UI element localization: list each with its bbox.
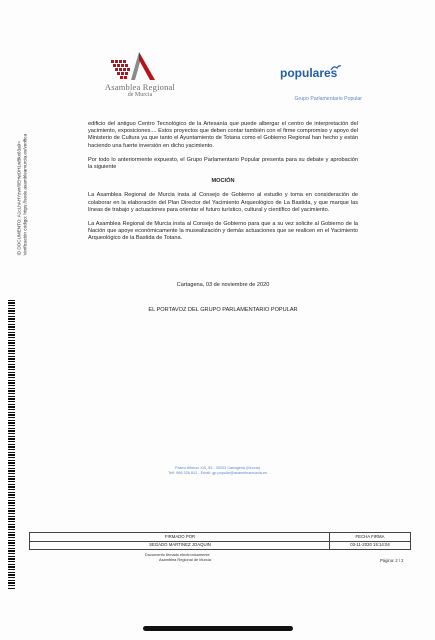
sign-date-label: FECHA FIRMA — [355, 534, 385, 539]
verification-text — [17, 56, 28, 256]
signature-box — [29, 532, 411, 550]
pp-group-name: Grupo Parlamentario Popular — [294, 96, 362, 102]
document-body — [88, 121, 358, 250]
verification-strip — [4, 70, 27, 570]
signed-electronically-text: Documento firmado electrónicamente — [145, 552, 210, 557]
place-date: Cartagena, 03 de noviembre de 2020 — [176, 282, 270, 288]
body-paragraph: edificio del antiguo Centro Tecnológico de la Artesanía que puede albergar el centro de interpretación del yacimiento, exposiciones.... Estos proyectos que deben contar también con el firme compromiso y apoyo del Ministerio de Cultura ya que tanto el Ayuntamiento de Totana como el Gobierno Regional han hecho y están haciendo una fuerte inversión en dicho yacimiento. — [88, 121, 358, 149]
signer-name: SEGADO MARTINEZ JOAQUIN — [149, 542, 211, 547]
signed-by-label: FIRMADO POR — [164, 534, 196, 539]
pp-wordmark: populares — [280, 66, 338, 80]
footer-address-line: Paseo Alfonso XIII, 53 - 30203 Cartagena (Murcia) — [174, 466, 261, 470]
sign-date-cell — [330, 533, 410, 550]
verification-url: Verificación código: https://sede.asambleamurcia.es/verifica — [22, 133, 27, 256]
asamblea-logo — [95, 50, 185, 102]
document-id: ID DOCUMENTO: A1cLhAHYzwr/0EHwDH1wBkx83a9= — [16, 141, 22, 256]
asamblea-subtitle: de Murcia — [127, 92, 153, 98]
body-paragraph: La Asamblea Regional de Murcia insta al Consejo de Gobierno para que a su vez solicite al Gobierno de la Nación que apoye económicamente la musealización y demás actuaciones que se realicen en el Yacimiento Arqueológico de la Bastida de Totana. — [88, 221, 358, 242]
asamblea-name: Asamblea Regional — [104, 82, 176, 92]
issuer-text: Asamblea Regional de Murcia — [159, 557, 211, 562]
mocion-title: MOCIÓN — [211, 178, 235, 185]
footer-address — [130, 466, 305, 476]
body-paragraph: Por todo lo anteriormente expuesto, el Grupo Parlamentario Popular presenta para su debate y aprobación la siguiente — [88, 156, 358, 171]
signer-cell — [30, 533, 330, 550]
asamblea-emblem-icon — [109, 50, 171, 84]
body-paragraph: La Asamblea Regional de Murcia insta al Consejo de Gobierno al estudio y toma en consideración de colaborar en la elaboración del Plan Director del Yacimiento Arqueológico de La Bastida, y que marque las líneas de trabajo y actuaciones para orientar el futuro turístico, cultural y científico del yacimiento. — [88, 192, 358, 213]
barcode — [8, 300, 15, 590]
pp-logo — [262, 66, 362, 106]
footer-contact-line: Telf. 968 326 812 - Email: gp.popular@asambleamurcia.es — [168, 471, 267, 475]
home-indicator[interactable] — [143, 626, 293, 631]
page-number: Página: 2 / 2 — [380, 558, 404, 563]
sign-date-value: 03-11-2020 15:14:04 — [350, 542, 390, 547]
electronic-signature-note — [145, 552, 295, 562]
signatory-title: EL PORTAVOZ DEL GRUPO PARLAMENTARIO POPULAR — [148, 307, 298, 313]
